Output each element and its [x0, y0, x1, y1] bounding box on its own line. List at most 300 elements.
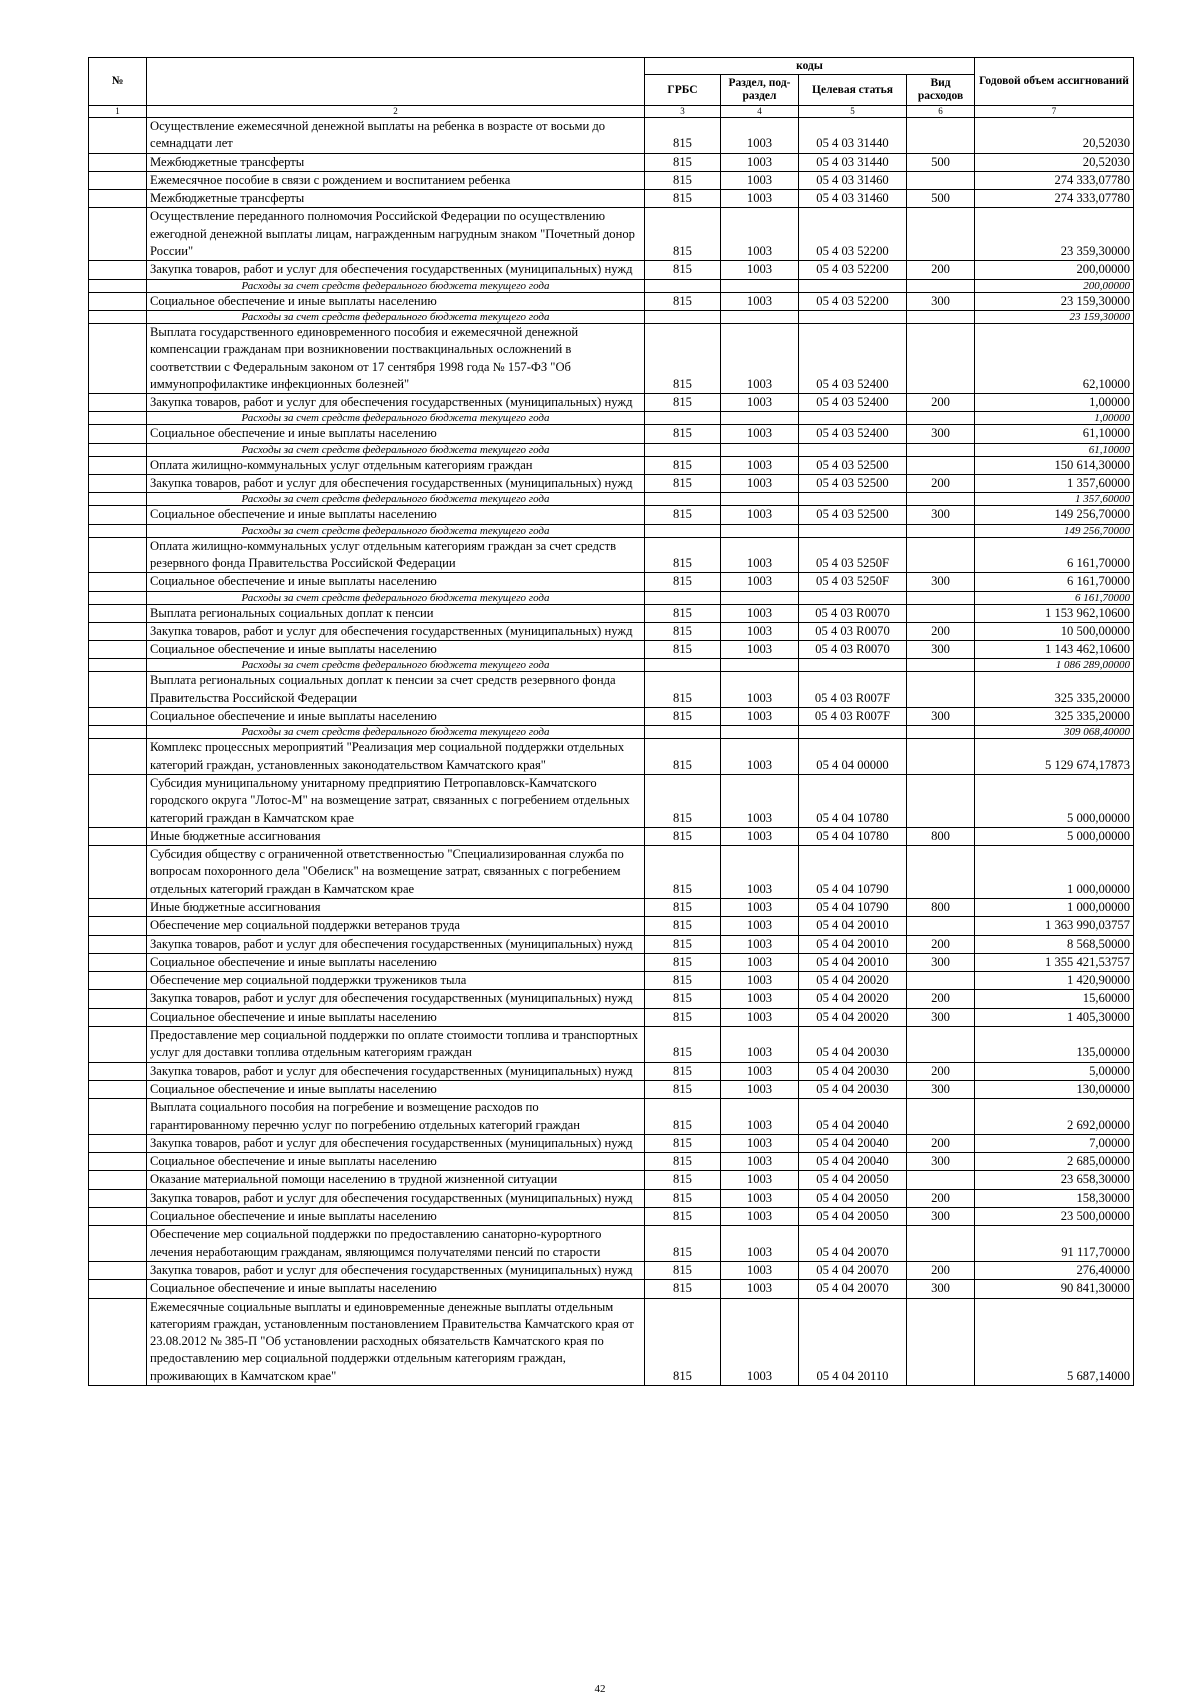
table-row [89, 506, 1134, 524]
cell-num [89, 1171, 147, 1189]
table-row [89, 425, 1134, 443]
cell-amount: 5,00000 [975, 1062, 1134, 1080]
table-row [89, 1027, 1134, 1063]
cell-name: Социальное обеспечение и иные выплаты населению [147, 506, 645, 524]
cell-grbs: 815 [645, 1153, 721, 1171]
cell-grbs [645, 443, 721, 456]
cell-amount: 274 333,07780 [975, 190, 1134, 208]
cell-target [799, 659, 907, 672]
cell-amount: 1,00000 [975, 394, 1134, 412]
cell-section: 1003 [721, 1280, 799, 1298]
cell-num [89, 573, 147, 591]
cell-name: Закупка товаров, работ и услуг для обеспечения государственных (муниципальных) нужд [147, 1062, 645, 1080]
cell-name: Закупка товаров, работ и услуг для обеспечения государственных (муниципальных) нужд [147, 1189, 645, 1207]
cell-grbs: 815 [645, 708, 721, 726]
cell-grbs: 815 [645, 1208, 721, 1226]
cell-section [721, 524, 799, 537]
cell-name: Закупка товаров, работ и услуг для обеспечения государственных (муниципальных) нужд [147, 394, 645, 412]
cell-target: 05 4 03 5250F [799, 573, 907, 591]
federal-funds-row [89, 443, 1134, 456]
table-row [89, 573, 1134, 591]
cell-amount: 1 000,00000 [975, 898, 1134, 916]
cell-exptype: 500 [907, 190, 975, 208]
cell-section: 1003 [721, 774, 799, 827]
cell-target [799, 524, 907, 537]
cell-target: 05 4 03 52500 [799, 475, 907, 493]
table-row [89, 153, 1134, 171]
cell-target [799, 493, 907, 506]
cell-name: Расходы за счет средств федерального бюджета текущего года [147, 279, 645, 292]
cell-amount: 158,30000 [975, 1189, 1134, 1207]
cell-name: Ежемесячные социальные выплаты и единовременные денежные выплаты отдельным категориям граждан, установленным постановлением Правительства Камчатского края от 23.08.2012 № 385-П "Об установлении расходных обязательств Камчатского края по предоставлению мер социальной поддержки отдельным категориям граждан, проживающих в Камчатском крае" [147, 1298, 645, 1385]
cell-num [89, 708, 147, 726]
cell-section [721, 279, 799, 292]
cell-grbs: 815 [645, 1171, 721, 1189]
cell-name: Расходы за счет средств федерального бюджета текущего года [147, 659, 645, 672]
cell-target: 05 4 04 20050 [799, 1189, 907, 1207]
cell-section: 1003 [721, 739, 799, 775]
cell-name: Расходы за счет средств федерального бюджета текущего года [147, 443, 645, 456]
colnum-4: 4 [721, 106, 799, 118]
table-row [89, 1261, 1134, 1279]
cell-exptype [907, 118, 975, 154]
cell-target: 05 4 04 20030 [799, 1080, 907, 1098]
cell-exptype: 200 [907, 990, 975, 1008]
cell-section: 1003 [721, 1298, 799, 1385]
cell-num [89, 739, 147, 775]
cell-amount: 5 000,00000 [975, 774, 1134, 827]
cell-amount: 6 161,70000 [975, 591, 1134, 604]
cell-name: Выплата государственного единовременного пособия и ежемесячной денежной компенсации гражданам при возникновении поствакцинальных осложнений в соответствии с Федеральным законом от 17 сентября 1998 года № 157-ФЗ "Об иммунопрофилактике инфекционных болезней" [147, 323, 645, 393]
cell-num [89, 1153, 147, 1171]
cell-num [89, 1189, 147, 1207]
cell-num [89, 726, 147, 739]
cell-target: 05 4 03 52400 [799, 394, 907, 412]
page-number: 42 [594, 1683, 606, 1695]
table-row [89, 898, 1134, 916]
cell-target: 05 4 04 20020 [799, 972, 907, 990]
cell-section: 1003 [721, 1062, 799, 1080]
cell-section: 1003 [721, 1171, 799, 1189]
cell-amount: 23 159,30000 [975, 292, 1134, 310]
cell-target [799, 726, 907, 739]
cell-target: 05 4 04 20030 [799, 1062, 907, 1080]
cell-name: Социальное обеспечение и иные выплаты населению [147, 1080, 645, 1098]
federal-funds-row [89, 279, 1134, 292]
cell-target: 05 4 03 R0070 [799, 641, 907, 659]
cell-section: 1003 [721, 953, 799, 971]
table-row [89, 1080, 1134, 1098]
cell-exptype: 200 [907, 1062, 975, 1080]
cell-amount: 5 000,00000 [975, 827, 1134, 845]
cell-exptype [907, 456, 975, 474]
cell-amount: 23 658,30000 [975, 1171, 1134, 1189]
cell-section: 1003 [721, 898, 799, 916]
cell-target: 05 4 04 00000 [799, 739, 907, 775]
cell-name: Социальное обеспечение и иные выплаты населению [147, 1280, 645, 1298]
cell-num [89, 846, 147, 899]
cell-target: 05 4 03 52200 [799, 292, 907, 310]
cell-grbs: 815 [645, 953, 721, 971]
cell-exptype [907, 171, 975, 189]
cell-num [89, 898, 147, 916]
cell-exptype [907, 279, 975, 292]
cell-num [89, 1261, 147, 1279]
cell-target: 05 4 03 52200 [799, 261, 907, 279]
cell-target: 05 4 04 20010 [799, 953, 907, 971]
cell-num [89, 118, 147, 154]
cell-name: Обеспечение мер социальной поддержки тружеников тыла [147, 972, 645, 990]
cell-num [89, 443, 147, 456]
federal-funds-row [89, 310, 1134, 323]
cell-amount: 1 420,90000 [975, 972, 1134, 990]
cell-exptype [907, 846, 975, 899]
cell-num [89, 827, 147, 845]
cell-amount: 2 685,00000 [975, 1153, 1134, 1171]
cell-exptype [907, 591, 975, 604]
cell-section: 1003 [721, 604, 799, 622]
cell-exptype: 200 [907, 1189, 975, 1207]
cell-target: 05 4 03 R0070 [799, 622, 907, 640]
colnum-6: 6 [907, 106, 975, 118]
table-row [89, 475, 1134, 493]
table-row [89, 537, 1134, 573]
cell-name: Осуществление переданного полномочия Российской Федерации по осуществлению ежегодной денежной выплаты лицам, награжденным нагрудным знаком "Почетный донор России" [147, 208, 645, 261]
cell-amount: 7,00000 [975, 1134, 1134, 1152]
table-row [89, 1153, 1134, 1171]
cell-amount: 1 086 289,00000 [975, 659, 1134, 672]
cell-target: 05 4 03 R007F [799, 672, 907, 708]
cell-name: Социальное обеспечение и иные выплаты населению [147, 1208, 645, 1226]
cell-amount: 23 359,30000 [975, 208, 1134, 261]
cell-num [89, 537, 147, 573]
cell-name: Межбюджетные трансферты [147, 153, 645, 171]
document-page [88, 57, 1133, 1386]
cell-exptype [907, 659, 975, 672]
cell-section [721, 310, 799, 323]
cell-amount: 5 687,14000 [975, 1298, 1134, 1385]
cell-target: 05 4 03 52500 [799, 506, 907, 524]
cell-target: 05 4 04 20070 [799, 1261, 907, 1279]
cell-target: 05 4 03 31440 [799, 153, 907, 171]
cell-amount: 200,00000 [975, 279, 1134, 292]
cell-amount: 5 129 674,17873 [975, 739, 1134, 775]
header-volume: Годовой объем ассигнований [975, 58, 1134, 106]
cell-grbs: 815 [645, 1189, 721, 1207]
cell-exptype: 300 [907, 573, 975, 591]
cell-grbs: 815 [645, 261, 721, 279]
cell-num [89, 475, 147, 493]
table-row [89, 641, 1134, 659]
cell-section: 1003 [721, 935, 799, 953]
cell-target: 05 4 04 20010 [799, 917, 907, 935]
cell-exptype [907, 1099, 975, 1135]
cell-target [799, 591, 907, 604]
cell-amount: 20,52030 [975, 153, 1134, 171]
cell-grbs: 815 [645, 425, 721, 443]
cell-section: 1003 [721, 1261, 799, 1279]
cell-target: 05 4 04 20070 [799, 1226, 907, 1262]
cell-exptype [907, 537, 975, 573]
cell-exptype: 200 [907, 1134, 975, 1152]
cell-name: Субсидия обществу с ограниченной ответственностью "Специализированная служба по вопросам похоронного дела "Обелиск" на возмещение затрат, связанных с погребением отдельных категорий граждан в Камчатском крае [147, 846, 645, 899]
table-row [89, 394, 1134, 412]
cell-exptype: 200 [907, 394, 975, 412]
cell-section: 1003 [721, 708, 799, 726]
cell-section: 1003 [721, 153, 799, 171]
table-row [89, 917, 1134, 935]
colnum-2: 2 [147, 106, 645, 118]
cell-target [799, 310, 907, 323]
cell-grbs: 815 [645, 672, 721, 708]
cell-amount: 200,00000 [975, 261, 1134, 279]
cell-amount: 325 335,20000 [975, 708, 1134, 726]
cell-name: Закупка товаров, работ и услуг для обеспечения государственных (муниципальных) нужд [147, 1134, 645, 1152]
cell-target: 05 4 04 10780 [799, 774, 907, 827]
cell-section: 1003 [721, 622, 799, 640]
table-header [89, 58, 1134, 118]
cell-grbs: 815 [645, 622, 721, 640]
table-row [89, 935, 1134, 953]
table-row [89, 774, 1134, 827]
cell-grbs: 815 [645, 456, 721, 474]
colnum-3: 3 [645, 106, 721, 118]
table-row [89, 622, 1134, 640]
cell-exptype [907, 443, 975, 456]
cell-grbs [645, 412, 721, 425]
cell-section: 1003 [721, 190, 799, 208]
cell-exptype: 200 [907, 622, 975, 640]
cell-section: 1003 [721, 846, 799, 899]
cell-name: Расходы за счет средств федерального бюджета текущего года [147, 591, 645, 604]
cell-exptype [907, 310, 975, 323]
cell-target: 05 4 04 20010 [799, 935, 907, 953]
header-grbs: ГРБС [645, 75, 721, 106]
cell-grbs: 815 [645, 1080, 721, 1098]
cell-amount: 1 000,00000 [975, 846, 1134, 899]
cell-num [89, 622, 147, 640]
cell-num [89, 1080, 147, 1098]
cell-exptype [907, 493, 975, 506]
cell-exptype: 300 [907, 1080, 975, 1098]
cell-amount: 1 357,60000 [975, 493, 1134, 506]
cell-num [89, 591, 147, 604]
cell-num [89, 1099, 147, 1135]
cell-num [89, 1208, 147, 1226]
cell-grbs: 815 [645, 641, 721, 659]
cell-grbs: 815 [645, 323, 721, 393]
cell-section: 1003 [721, 1008, 799, 1026]
cell-target: 05 4 04 20040 [799, 1153, 907, 1171]
cell-num [89, 1298, 147, 1385]
cell-num [89, 261, 147, 279]
federal-funds-row [89, 726, 1134, 739]
header-codes: коды [645, 58, 975, 75]
cell-name: Социальное обеспечение и иные выплаты населению [147, 1008, 645, 1026]
table-row [89, 118, 1134, 154]
cell-section: 1003 [721, 1208, 799, 1226]
cell-grbs: 815 [645, 917, 721, 935]
header-exptype: Вид расходов [907, 75, 975, 106]
cell-exptype: 500 [907, 153, 975, 171]
cell-section: 1003 [721, 1080, 799, 1098]
cell-exptype [907, 726, 975, 739]
cell-exptype [907, 323, 975, 393]
cell-name: Расходы за счет средств федерального бюджета текущего года [147, 726, 645, 739]
cell-amount: 23 159,30000 [975, 310, 1134, 323]
cell-grbs: 815 [645, 394, 721, 412]
cell-grbs: 815 [645, 1298, 721, 1385]
cell-grbs: 815 [645, 475, 721, 493]
cell-exptype [907, 604, 975, 622]
cell-amount: 15,60000 [975, 990, 1134, 1008]
budget-table [88, 57, 1134, 1386]
cell-name: Расходы за счет средств федерального бюджета текущего года [147, 524, 645, 537]
cell-target: 05 4 03 31440 [799, 118, 907, 154]
cell-amount: 61,10000 [975, 425, 1134, 443]
cell-amount: 62,10000 [975, 323, 1134, 393]
cell-amount: 8 568,50000 [975, 935, 1134, 953]
table-row [89, 1280, 1134, 1298]
cell-num [89, 456, 147, 474]
cell-exptype: 200 [907, 1261, 975, 1279]
cell-num [89, 935, 147, 953]
cell-section [721, 659, 799, 672]
cell-name: Выплата региональных социальных доплат к пенсии за счет средств резервного фонда Правительства Российской Федерации [147, 672, 645, 708]
cell-name: Иные бюджетные ассигнования [147, 898, 645, 916]
cell-grbs: 815 [645, 118, 721, 154]
cell-name: Закупка товаров, работ и услуг для обеспечения государственных (муниципальных) нужд [147, 1261, 645, 1279]
cell-exptype [907, 1027, 975, 1063]
cell-name: Социальное обеспечение и иные выплаты населению [147, 953, 645, 971]
cell-amount: 91 117,70000 [975, 1226, 1134, 1262]
cell-grbs: 815 [645, 990, 721, 1008]
cell-section [721, 726, 799, 739]
cell-exptype: 300 [907, 1153, 975, 1171]
cell-num [89, 208, 147, 261]
cell-amount: 130,00000 [975, 1080, 1134, 1098]
cell-grbs: 815 [645, 1062, 721, 1080]
cell-section [721, 591, 799, 604]
table-row [89, 846, 1134, 899]
cell-section: 1003 [721, 506, 799, 524]
cell-exptype: 300 [907, 1008, 975, 1026]
cell-num [89, 1008, 147, 1026]
cell-section [721, 493, 799, 506]
table-row [89, 1171, 1134, 1189]
cell-target: 05 4 04 10780 [799, 827, 907, 845]
federal-funds-row [89, 412, 1134, 425]
cell-section: 1003 [721, 456, 799, 474]
colnum-7: 7 [975, 106, 1134, 118]
cell-amount: 1 143 462,10600 [975, 641, 1134, 659]
table-row [89, 990, 1134, 1008]
cell-grbs: 815 [645, 827, 721, 845]
cell-exptype [907, 739, 975, 775]
cell-target: 05 4 04 20050 [799, 1171, 907, 1189]
table-body [89, 118, 1134, 1386]
cell-exptype: 800 [907, 898, 975, 916]
table-row [89, 1189, 1134, 1207]
cell-amount: 23 500,00000 [975, 1208, 1134, 1226]
cell-section: 1003 [721, 323, 799, 393]
table-row [89, 323, 1134, 393]
cell-section: 1003 [721, 118, 799, 154]
table-row [89, 1099, 1134, 1135]
cell-grbs [645, 310, 721, 323]
cell-target: 05 4 03 52500 [799, 456, 907, 474]
cell-target: 05 4 04 20020 [799, 990, 907, 1008]
federal-funds-row [89, 493, 1134, 506]
cell-name: Расходы за счет средств федерального бюджета текущего года [147, 412, 645, 425]
cell-target: 05 4 03 52200 [799, 208, 907, 261]
cell-exptype: 300 [907, 1280, 975, 1298]
cell-grbs: 815 [645, 506, 721, 524]
cell-grbs [645, 591, 721, 604]
cell-exptype [907, 672, 975, 708]
cell-grbs: 815 [645, 573, 721, 591]
cell-exptype: 300 [907, 1208, 975, 1226]
cell-target: 05 4 03 R0070 [799, 604, 907, 622]
colnum-1: 1 [89, 106, 147, 118]
cell-name: Социальное обеспечение и иные выплаты населению [147, 1153, 645, 1171]
cell-grbs: 815 [645, 604, 721, 622]
cell-name: Предоставление мер социальной поддержки по оплате стоимости топлива и транспортных услуг для доставки топлива отдельным категориям граждан [147, 1027, 645, 1063]
cell-exptype [907, 1298, 975, 1385]
cell-grbs: 815 [645, 972, 721, 990]
cell-section: 1003 [721, 261, 799, 279]
cell-grbs: 815 [645, 171, 721, 189]
cell-num [89, 953, 147, 971]
cell-target: 05 4 04 10790 [799, 898, 907, 916]
cell-section [721, 443, 799, 456]
cell-grbs [645, 493, 721, 506]
cell-num [89, 279, 147, 292]
cell-section: 1003 [721, 641, 799, 659]
cell-section: 1003 [721, 537, 799, 573]
cell-amount: 274 333,07780 [975, 171, 1134, 189]
header-num: № [89, 58, 147, 106]
table-row [89, 1134, 1134, 1152]
cell-grbs: 815 [645, 774, 721, 827]
cell-section: 1003 [721, 827, 799, 845]
cell-target: 05 4 04 20070 [799, 1280, 907, 1298]
table-row [89, 190, 1134, 208]
cell-target: 05 4 03 52400 [799, 323, 907, 393]
cell-name: Иные бюджетные ассигнования [147, 827, 645, 845]
table-row [89, 1226, 1134, 1262]
cell-exptype: 300 [907, 708, 975, 726]
cell-amount: 90 841,30000 [975, 1280, 1134, 1298]
cell-num [89, 672, 147, 708]
table-row [89, 708, 1134, 726]
cell-amount: 20,52030 [975, 118, 1134, 154]
cell-target: 05 4 04 20040 [799, 1099, 907, 1135]
cell-name: Закупка товаров, работ и услуг для обеспечения государственных (муниципальных) нужд [147, 990, 645, 1008]
cell-grbs [645, 726, 721, 739]
cell-num [89, 774, 147, 827]
cell-name: Закупка товаров, работ и услуг для обеспечения государственных (муниципальных) нужд [147, 475, 645, 493]
cell-target: 05 4 03 R007F [799, 708, 907, 726]
cell-target: 05 4 03 31460 [799, 171, 907, 189]
table-row [89, 456, 1134, 474]
cell-num [89, 493, 147, 506]
cell-exptype [907, 412, 975, 425]
federal-funds-row [89, 591, 1134, 604]
cell-amount: 149 256,70000 [975, 506, 1134, 524]
cell-amount: 6 161,70000 [975, 573, 1134, 591]
cell-target [799, 412, 907, 425]
